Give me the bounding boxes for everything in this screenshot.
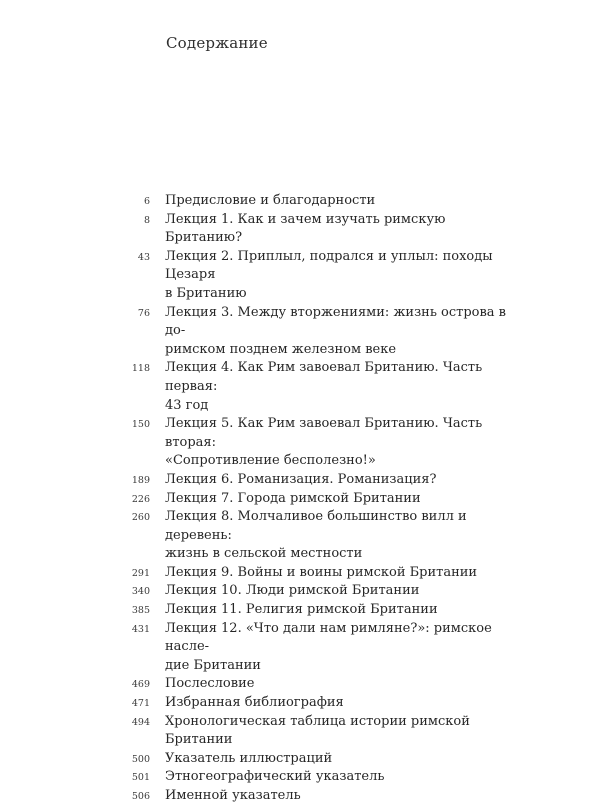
toc-entry[interactable] — [0, 192, 600, 211]
toc-page-number: 226 — [131, 493, 150, 505]
toc-entry-title-line: Именной указатель — [165, 788, 301, 803]
toc-page-number: 385 — [131, 605, 150, 617]
toc-entry[interactable] — [0, 508, 600, 564]
toc-entry[interactable] — [0, 750, 600, 769]
toc-page-number: 150 — [131, 419, 150, 431]
toc-page-number: 340 — [131, 586, 150, 598]
toc-page-number: 501 — [131, 772, 150, 784]
toc-entry[interactable] — [0, 601, 600, 620]
toc-page-number: 6 — [143, 196, 150, 207]
toc-entry[interactable] — [0, 675, 600, 694]
toc-entry[interactable] — [0, 713, 600, 750]
toc-entry-title-line: Лекция 7. Города римской Британии — [165, 490, 421, 506]
toc-page-number: 43 — [137, 251, 150, 263]
toc-entry-title-line: 43 год — [165, 397, 209, 413]
toc-entry-title-line: Лекция 4. Как Рим завоевал Британию. Часть первая: — [165, 360, 483, 394]
toc-entry-title-line: Лекция 10. Люди римской Британии — [165, 583, 420, 599]
toc-entry-title-line: Лекция 6. Романизация. Романизация? — [165, 471, 437, 487]
toc-entry-title-line: Избранная библиография — [165, 695, 344, 711]
toc-entry[interactable] — [0, 787, 600, 806]
toc-entry-title-line: Лекция 8. Молчаливое большинство вилл и деревень: — [165, 509, 467, 543]
toc-entry[interactable] — [0, 415, 600, 471]
toc-entry-title-line: Лекция 3. Между вторжениями: жизнь острова в до- — [165, 304, 506, 339]
toc-entry-title-line: Лекция 12. «Что дали нам римляне?»: римское насле- — [165, 620, 492, 655]
toc-page-number: 471 — [131, 698, 150, 710]
toc-entry-title-line: Лекция 9. Войны и воины римской Британии — [165, 564, 478, 580]
toc-entry-title-line: Лекция 11. Религия римской Британии — [165, 602, 438, 618]
toc-entry-title-line: в Британию — [165, 285, 247, 301]
toc-entry-title-line: «Сопротивление бесполезно!» — [165, 453, 376, 469]
toc-entry-title-line: Указатель иллюстраций — [165, 750, 333, 766]
toc-page-number: 469 — [131, 679, 150, 691]
toc-entry[interactable] — [0, 211, 600, 248]
toc-entry[interactable] — [0, 768, 600, 787]
toc-entry[interactable] — [0, 582, 600, 601]
table-of-contents — [0, 192, 600, 806]
toc-entry[interactable] — [0, 304, 600, 360]
toc-page-number: 118 — [131, 363, 150, 375]
toc-entry-title-line: жизнь в сельской местности — [165, 546, 363, 562]
toc-entry[interactable] — [0, 248, 600, 304]
page-title: Содержание — [166, 34, 268, 52]
toc-entry[interactable] — [0, 490, 600, 509]
toc-entry-title-line: дие Британии — [165, 657, 261, 673]
toc-page-number: 260 — [131, 512, 150, 524]
toc-entry[interactable] — [0, 359, 600, 415]
toc-page-number: 76 — [137, 307, 150, 319]
toc-entry-title-line: Лекция 2. Приплыл, подрался и уплыл: походы Цезаря — [165, 248, 493, 283]
toc-entry-title-line: Лекция 5. Как Рим завоевал Британию. Часть вторая: — [165, 416, 483, 450]
toc-entry-title-line: Этногеографический указатель — [165, 769, 385, 785]
toc-entry-title-line: Хронологическая таблица истории римской Британии — [165, 713, 470, 748]
toc-entry[interactable] — [0, 694, 600, 713]
toc-entry[interactable] — [0, 620, 600, 676]
toc-page-number: 189 — [131, 474, 150, 486]
toc-page-number: 506 — [131, 791, 150, 802]
toc-entry-title-line: Лекция 1. Как и зачем изучать римскую Британию? — [165, 211, 446, 246]
toc-entry-title-line: римском позднем железном веке — [165, 341, 397, 357]
toc-entry-title-line: Предисловие и благодарности — [165, 193, 376, 208]
toc-entry[interactable] — [0, 471, 600, 490]
toc-page-number: 8 — [143, 214, 150, 226]
toc-page-number: 494 — [131, 716, 150, 728]
toc-page-number: 291 — [131, 567, 150, 579]
toc-entry-title-line: Послесловие — [165, 676, 255, 692]
toc-entry[interactable] — [0, 564, 600, 583]
toc-page-number: 431 — [131, 623, 150, 635]
toc-page-number: 500 — [131, 753, 150, 765]
